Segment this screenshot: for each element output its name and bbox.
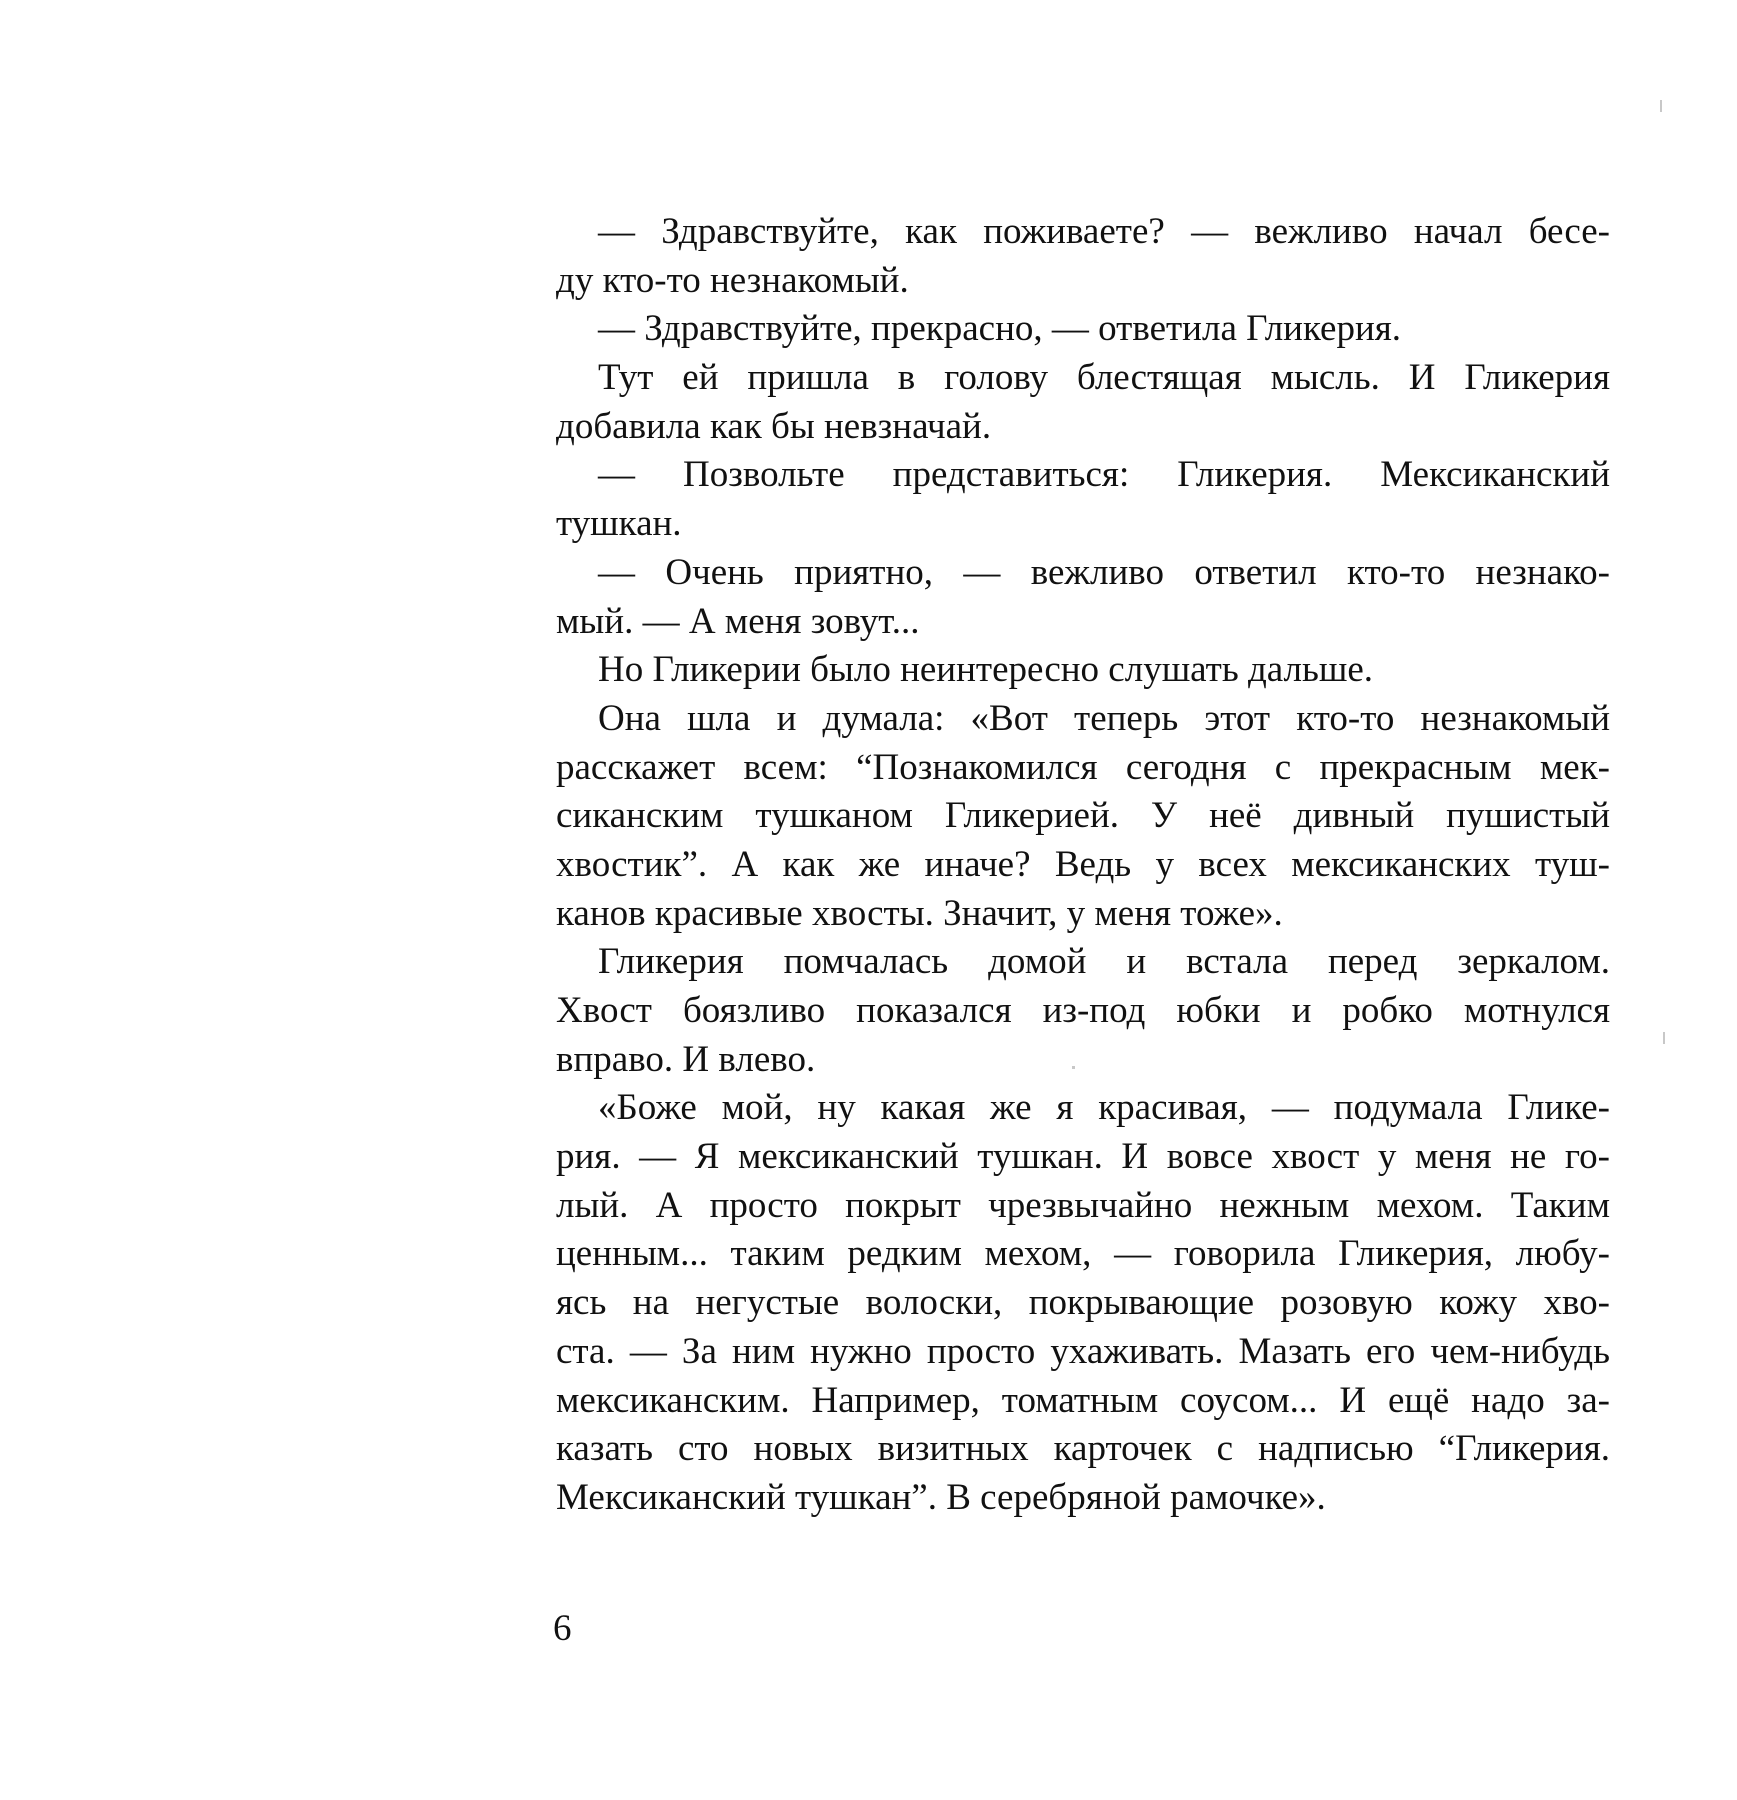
scan-speck [1072,1066,1075,1069]
text-line: вправо. И влево. [556,1038,816,1080]
scan-speck [1660,100,1662,112]
text-line: Она шла и думала: «Вот теперь этот кто-то незнакомый [598,697,1610,739]
text-line: — Очень приятно, — вежливо ответил кто-то незнако- [598,551,1610,593]
text-line: — Здравствуйте, прекрасно, — ответила Гликерия. [598,308,1402,350]
text-line: мый. — А меня зовут... [556,600,920,642]
text-line: ду кто-то незнакомый. [556,259,909,301]
page-text [556,208,1610,1523]
text-line: Гликерия помчалась домой и встала перед зеркалом. [598,941,1610,983]
text-line: добавила как бы невзначай. [556,405,992,447]
text-line: ста. — За ним нужно просто ухаживать. Мазать его чем-нибудь [556,1330,1610,1372]
page-number: 6 [553,1608,572,1649]
text-line: казать сто новых визитных карточек с надписью “Гликерия. [556,1428,1610,1470]
text-line: ценным... таким редким мехом, — говорила Гликерия, любу- [556,1233,1610,1275]
text-line: лый. А просто покрыт чрезвычайно нежным мехом. Таким [556,1184,1610,1226]
text-line: — Позвольте представиться: Гликерия. Мексиканский [598,454,1610,496]
text-line: Мексиканский тушкан”. В серебряной рамочке». [556,1476,1326,1518]
text-line: мексиканским. Например, томатным соусом... И ещё надо за- [556,1379,1610,1421]
text-line: тушкан. [556,503,682,545]
text-line: Хвост боязливо показался из-под юбки и робко мотнулся [556,990,1610,1031]
text-line: расскажет всем: “Познакомился сегодня с прекрасным мек- [556,746,1610,788]
text-line: сиканским тушканом Гликерией. У неё дивный пушистый [556,795,1610,837]
text-line: хвостик”. А как же иначе? Ведь у всех мексиканских туш- [556,843,1610,885]
text-line: «Боже мой, ну какая же я красивая, — подумала Глике- [598,1087,1610,1129]
text-line: Но Гликерии было неинтересно слушать дальше. [598,649,1374,691]
text-line: — Здравствуйте, как поживаете? — вежливо начал бесе- [598,211,1610,252]
scan-speck [1663,1032,1665,1044]
text-line: ясь на негустые волоски, покрывающие розовую кожу хво- [556,1282,1610,1324]
text-line: канов красивые хвосты. Значит, у меня тоже». [556,892,1283,934]
text-line: рия. — Я мексиканский тушкан. И вовсе хвост у меня не го- [556,1136,1610,1178]
text-line: Тут ей пришла в голову блестящая мысль. И Гликерия [598,357,1610,399]
